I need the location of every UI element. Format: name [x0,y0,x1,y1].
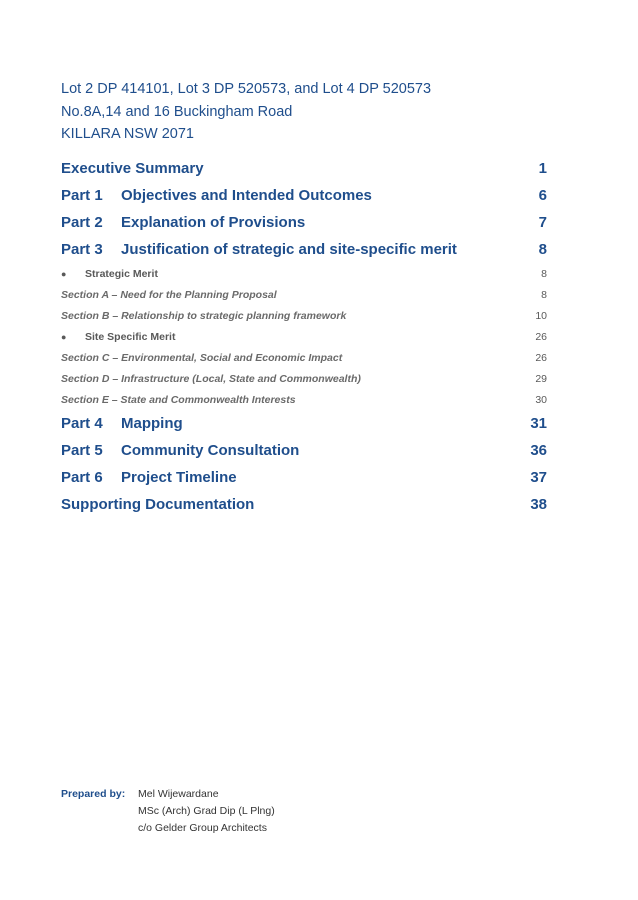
toc-section-d[interactable] [61,368,547,389]
toc-part-number: Part 1 [61,187,103,204]
bullet-icon: ● [61,331,67,342]
toc-page: 26 [535,351,547,364]
toc-part-4[interactable] [61,410,547,437]
toc-part-5[interactable] [61,437,547,464]
toc-label: Justification of strategic and site-specific merit [121,241,457,258]
toc-part-6[interactable] [61,464,547,491]
toc-page: 8 [541,267,547,280]
toc-part-1[interactable] [61,182,547,209]
toc-label: Section A – Need for the Planning Proposal [61,288,277,301]
toc-page: 38 [530,496,547,513]
toc-section-e[interactable] [61,389,547,410]
toc-site-specific-merit[interactable] [61,326,547,347]
address-line-2: No.8A,14 and 16 Buckingham Road [61,103,293,120]
toc-part-number: Part 4 [61,415,103,432]
toc-label: Supporting Documentation [61,496,255,513]
toc-part-2[interactable] [61,209,547,236]
author-company: c/o Gelder Group Architects [138,822,267,834]
toc-page: 37 [530,469,547,486]
toc-section-a[interactable] [61,284,547,305]
toc-label: Objectives and Intended Outcomes [121,187,372,204]
author-name: Mel Wijewardane [138,788,219,800]
toc-label: Explanation of Provisions [121,214,306,231]
toc-label: Section C – Environmental, Social and Economic Impact [61,351,343,364]
toc-label: Project Timeline [121,469,237,486]
toc-part-number: Part 3 [61,241,103,258]
address-line-3: KILLARA NSW 2071 [61,126,194,142]
toc-section-b[interactable] [61,305,547,326]
toc-page: 36 [530,442,547,459]
toc-page: 26 [535,330,547,343]
address-block [61,78,431,146]
toc-part-number: Part 6 [61,469,103,486]
toc-page: 6 [538,187,547,204]
table-of-contents [61,155,547,518]
toc-page: 10 [535,309,547,322]
author-credentials: MSc (Arch) Grad Dip (L Plng) [138,805,275,817]
toc-page: 8 [541,288,547,301]
toc-page: 30 [535,393,547,406]
toc-label: Strategic Merit [85,267,158,280]
toc-strategic-merit[interactable] [61,263,547,284]
toc-label: Community Consultation [121,442,300,459]
address-line-1: Lot 2 DP 414101, Lot 3 DP 520573, and Lot 4 DP 520573 [61,81,432,97]
prepared-by-label: Prepared by: [61,788,126,800]
toc-label: Mapping [121,415,183,432]
toc-label: Section D – Infrastructure (Local, State and Commonwealth) [61,372,361,385]
toc-label: Site Specific Merit [85,330,176,343]
toc-label: Section B – Relationship to strategic planning framework [61,309,347,322]
toc-part-3[interactable] [61,236,547,263]
toc-page: 29 [535,372,547,385]
toc-part-number: Part 2 [61,214,103,231]
toc-page: 7 [538,214,547,231]
toc-label: Executive Summary [61,160,204,177]
toc-page: 8 [538,241,547,258]
bullet-icon: ● [61,268,67,279]
toc-part-number: Part 5 [61,442,103,459]
toc-page: 1 [538,160,547,177]
toc-executive-summary[interactable] [61,155,547,182]
toc-page: 31 [530,415,547,432]
toc-supporting-documentation[interactable] [61,491,547,518]
toc-section-c[interactable] [61,347,547,368]
toc-label: Section E – State and Commonwealth Interests [61,393,296,406]
